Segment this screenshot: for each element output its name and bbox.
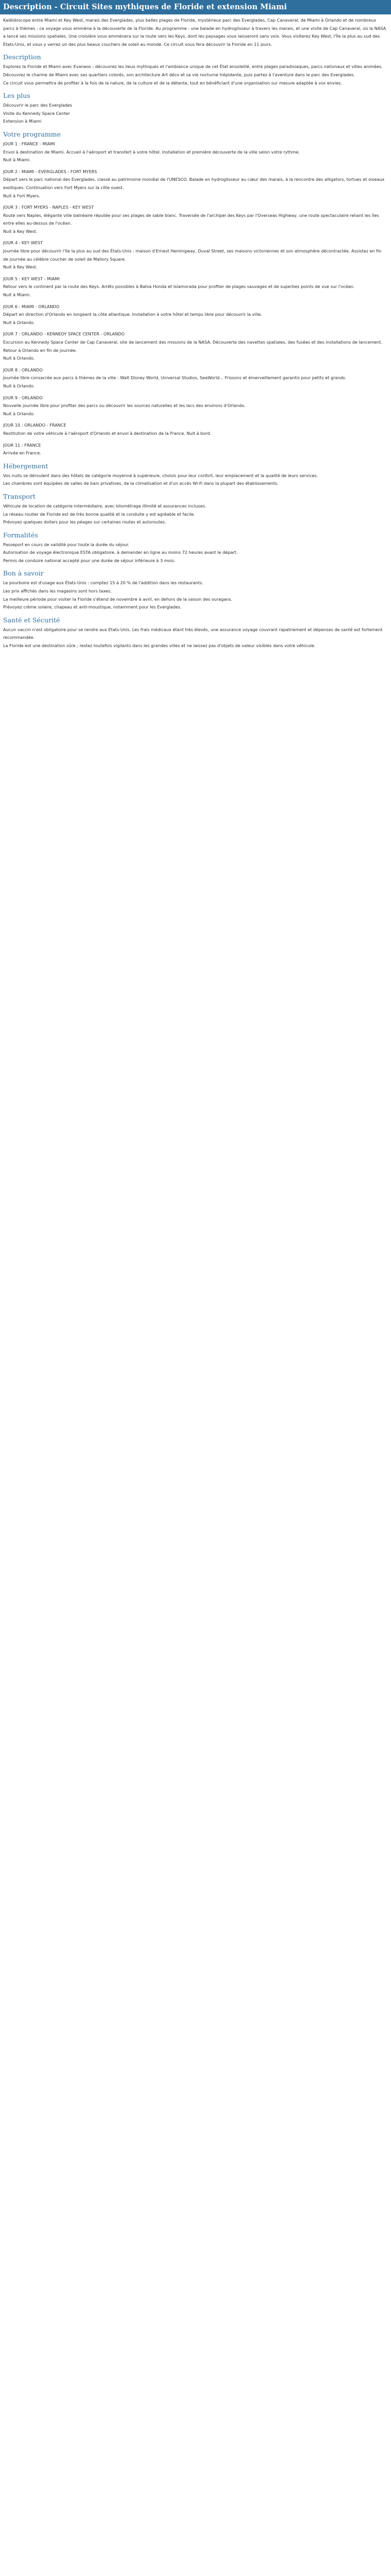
- text-line: Les prix affichés dans les magasins sont hors taxes.: [3, 588, 112, 594]
- text-line: Découvrir le parc des Everglades: [3, 103, 72, 108]
- text-line: JOUR 8 : ORLANDO: [3, 367, 43, 372]
- banner: Description - Circuit Sites mythiques de Floride et extension Miami: [0, 0, 391, 14]
- text-line: JOUR 1 : FRANCE - MIAMI: [3, 141, 55, 146]
- text-line: La meilleure période pour visiter la Floride s'étend de novembre à avril, en dehors de la saison des ouragans.: [3, 596, 233, 602]
- text-line: Restitution de votre véhicule à l'aéroport d'Orlando et envol à destination de la France. Nuit à bord.: [3, 430, 211, 436]
- section-heading: Bon à savoir: [3, 569, 44, 578]
- section-heading: Formalités: [3, 531, 38, 539]
- text-line: Vos nuits se déroulent dans des hôtels de catégorie moyenne à supérieure, choisis pour leur confort, leur emplacement et la qualité de leurs services.: [3, 472, 318, 478]
- text-line: JOUR 11 : FRANCE: [3, 442, 41, 448]
- intro-paragraph: Kaléidoscope entre Miami et Key West, marais des Everglades, plus belles plages de Floride, mystérieux parc des Everglades, Cap Canaveral, de Miami à Orlando et de nombreux parcs à thèmes : ce voyage vous emmène à la découverte de la Floride. Au programme : une balade en hydroglisseur à travers les marais, et une visite de Cap Canaveral, où la NASA a lancé ses missions spatiales. Une croisière vous emmènera sur la route vers les Keys, dont les paysages vous laisseront sans voix. Vous visiterez Key West, l'île la plus au sud des États-Unis, et vous y verrez un des plus beaux couchers de soleil au monde. Ce circuit vous fera découvrir la Floride en 11 jours.: [3, 18, 386, 47]
- text-line: Journée libre consacrée aux parcs à thèmes de la ville : Walt Disney World, Universal Studios, SeaWorld... Frissons et émerveillement garantis pour petits et grands.: [3, 375, 347, 381]
- paragraph: [3, 442, 388, 457]
- text-line: JOUR 6 : MIAMI - ORLANDO: [3, 303, 60, 309]
- paragraph: [3, 472, 388, 488]
- page-content: [0, 14, 391, 658]
- text-line: Prévoyez crème solaire, chapeau et anti-moustique, notamment pour les Everglades.: [3, 604, 182, 610]
- text-line: Autorisation de voyage électronique ESTA obligatoire, à demander en ligne au moins 72 heures avant le départ.: [3, 550, 238, 555]
- text-line: JOUR 10 : ORLANDO - FRANCE: [3, 422, 67, 428]
- section-heading: Votre programme: [3, 130, 61, 138]
- text-line: Nuit à Fort Myers.: [3, 193, 40, 198]
- text-line: Retour vers le continent par la route des Keys. Arrêts possibles à Bahia Honda et Islamorada pour profiter de plages sauvages et de superbes points de vue sur l'océan.: [3, 284, 355, 290]
- text-line: Nuit à Miami.: [3, 157, 31, 163]
- section-heading: Les plus: [3, 92, 30, 100]
- paragraph: [3, 421, 388, 437]
- text-line: Découvrez le charme de Miami avec ses quartiers colorés, son architecture Art déco et sa vie nocturne trépidante, puis partez à l'aventure dans le parc des Everglades.: [3, 72, 355, 77]
- section-heading: Santé et Sécurité: [3, 616, 60, 624]
- text-line: Nuit à Orlando.: [3, 319, 35, 325]
- text-line: Nuit à Orlando.: [3, 383, 35, 388]
- text-line: Départ en direction d'Orlando en longeant la côte atlantique. Installation à votre hôtel et temps libre pour découvrir la ville.: [3, 312, 262, 317]
- section-heading: Description: [3, 53, 41, 61]
- paragraph: [3, 168, 388, 200]
- text-line: Véhicule de location de catégorie intermédiaire, avec kilométrage illimité et assurances incluses.: [3, 503, 206, 509]
- sections: [3, 53, 388, 650]
- text-line: JOUR 9 : ORLANDO: [3, 395, 43, 400]
- section-heading: Hébergement: [3, 462, 48, 470]
- paragraph: [3, 239, 388, 271]
- text-line: JOUR 5 : KEY WEST - MIAMI: [3, 276, 60, 281]
- paragraph: [3, 366, 388, 391]
- paragraph: [3, 626, 388, 650]
- text-line: Départ vers le parc national des Everglades, classé au patrimoine mondial de l'UNESCO. Balade en hydroglisseur au cœur des marais, à la rencontre des alligators, tortues et oiseaux exotiques. Continuation vers Fort Myers sur la côte ouest.: [3, 177, 385, 190]
- paragraph: [3, 63, 388, 87]
- text-line: Nuit à Orlando.: [3, 411, 35, 416]
- text-line: Prévoyez quelques dollars pour les péages sur certaines routes et autoroutes.: [3, 519, 167, 525]
- text-line: Le réseau routier de Floride est de très bonne qualité et la conduite y est agréable et facile.: [3, 511, 196, 517]
- paragraph: [3, 394, 388, 418]
- paragraph: [3, 330, 388, 362]
- text-line: Arrivée en France.: [3, 450, 41, 456]
- paragraph: [3, 204, 388, 235]
- text-line: Aucun vaccin n'est obligatoire pour se rendre aux États-Unis. Les frais médicaux étant très élevés, une assurance voyage couvrant rapatriement et dépenses de santé est fortement recommandée.: [3, 626, 383, 640]
- text-line: JOUR 3 : FORT MYERS - NAPLES - KEY WEST: [3, 205, 94, 210]
- text-line: Permis de conduire national accepté pour une durée de séjour inférieure à 3 mois.: [3, 557, 175, 563]
- text-line: Nuit à Key West.: [3, 228, 38, 234]
- text-line: Journée libre pour découvrir l'île la plus au sud des États-Unis : maison d'Ernest Hemingway, Duval Street, ses maisons victoriennes et son atmosphère décontractée. Assistez en fin de journée au célèbre coucher de soleil de Mallory Square.: [3, 248, 382, 262]
- text-line: Le pourboire est d'usage aux États-Unis : comptez 15 à 20 % de l'addition dans les restaurants.: [3, 580, 203, 586]
- text-line: JOUR 2 : MIAMI - EVERGLADES - FORT MYERS: [3, 168, 97, 174]
- paragraph: [3, 303, 388, 327]
- paragraph: [3, 275, 388, 299]
- text-line: Ce circuit vous permettra de profiter à la fois de la nature, de la culture et de la détente, tout en bénéficiant d'une organisation sur mesure adaptée à vos envies.: [3, 80, 342, 86]
- paragraph: [3, 502, 388, 527]
- text-line: Explorez la Floride et Miami avec Evaneos : découvrez les lieux mythiques et l'ambiance unique de cet État ensoleillé, entre plages paradisiaques, parcs nationaux et villes animées.: [3, 64, 383, 70]
- text-line: Route vers Naples, élégante ville balnéaire réputée pour ses plages de sable blanc. Traversée de l'archipel des Keys par l'Overseas Highway, une route spectaculaire reliant les îles entre elles au-dessus de l'océan.: [3, 212, 379, 226]
- text-line: Nuit à Key West.: [3, 264, 38, 270]
- paragraph: [3, 541, 388, 565]
- text-line: JOUR 4 : KEY WEST: [3, 240, 43, 246]
- text-line: Visite du Kennedy Space Center: [3, 110, 70, 116]
- text-line: Envol à destination de Miami. Accueil à l'aéroport et transfert à votre hôtel. Installation et première découverte de la ville selon votre rythme.: [3, 149, 300, 155]
- text-line: Nuit à Orlando.: [3, 355, 35, 361]
- paragraph: [3, 140, 388, 164]
- section-heading: Transport: [3, 492, 36, 500]
- text-line: Les chambres sont équipées de salles de bain privatives, de la climatisation et d'un accès Wi-Fi dans la plupart des établissements.: [3, 481, 279, 486]
- text-line: Excursion au Kennedy Space Center de Cap Canaveral, site de lancement des missions de la NASA. Découverte des navettes spatiales, des fusées et des installations de lancement. Retour à Orlando en fin de journée.: [3, 340, 383, 353]
- paragraph: [3, 101, 388, 126]
- text-line: JOUR 7 : ORLANDO - KENNEDY SPACE CENTER - ORLANDO: [3, 331, 125, 337]
- text-line: La Floride est une destination sûre ; restez toutefois vigilants dans les grandes villes et ne laissez pas d'objets de valeur visibles dans votre véhicule.: [3, 643, 316, 649]
- paragraph: [3, 579, 388, 611]
- text-line: Extension à Miami: [3, 118, 42, 124]
- text-line: Nouvelle journée libre pour profiter des parcs ou découvrir les sources naturelles et les lacs des environs d'Orlando.: [3, 403, 246, 409]
- text-line: Passeport en cours de validité pour toute la durée du séjour.: [3, 541, 129, 547]
- text-line: Nuit à Miami.: [3, 292, 31, 298]
